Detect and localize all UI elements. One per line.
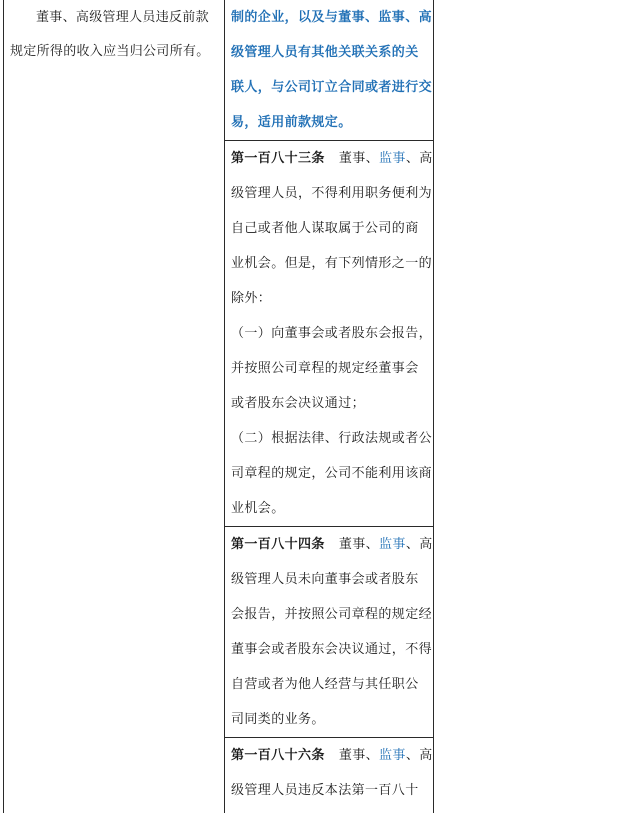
paragraph-line [231, 738, 433, 773]
supervisor-highlight: 监事 [379, 151, 406, 166]
list-item-line: 司章程的规定，公司不能利用该商 [231, 466, 433, 481]
supervisor-highlight: 监事 [379, 537, 406, 552]
paragraph-line: 联人，与公司订立合同或者进行交 [231, 80, 433, 95]
paragraph-line: 自营或者为他人经营与其任职公 [231, 677, 419, 692]
list-item-line: 或者股东会决议通过； [231, 396, 366, 411]
paragraph-line [231, 808, 429, 813]
new-law-cell-continuation [225, 0, 434, 141]
list-item-line: 并按照公司章程的规定经董事会 [231, 361, 419, 376]
list-item-line: （二）根据法律、行政法规或者公 [231, 431, 433, 446]
paragraph-line: 级管理人员有其他关联关系的关 [231, 45, 419, 60]
list-item-line: （一）向董事会或者股东会报告， [231, 326, 433, 341]
line-text: 董事、 [338, 537, 380, 552]
paragraph-line: 董事会或者股东会决议通过，不得 [231, 642, 433, 657]
blank-margin [434, 0, 625, 813]
line-text: 董事、 [338, 748, 380, 763]
paragraph-line [231, 527, 433, 562]
list-item-line: 业机会。 [231, 501, 285, 516]
supervisor-highlight: 监事 [379, 748, 406, 763]
paragraph-line: 业机会。但是，有下列情形之一的 [231, 256, 433, 271]
article-number: 第一百八十三条 [231, 151, 325, 166]
paragraph-line [231, 0, 433, 35]
article-number: 第一百八十六条 [231, 748, 325, 763]
article-186-cell [225, 738, 434, 813]
old-law-paragraph [4, 1, 224, 69]
law-comparison-table [3, 0, 624, 813]
paragraph-line: 司同类的业务。 [231, 712, 325, 727]
article-number: 第一百八十四条 [231, 537, 325, 552]
table-row [4, 0, 625, 141]
line-text: 董事、 [338, 151, 380, 166]
paragraph-line: 自己或者他人谋取属于公司的商 [231, 221, 419, 236]
article-184-cell [225, 527, 434, 738]
article-184-paragraph [225, 527, 433, 737]
old-law-column [4, 0, 225, 813]
old-law-line: 董事、高级管理人员违反前款 [36, 10, 209, 25]
article-183-cell [225, 141, 434, 527]
new-law-paragraph [225, 0, 433, 140]
paragraph-line: 级管理人员违反本法第一百八十 [231, 783, 419, 798]
old-law-line: 规定所得的收入应当归公司所有。 [10, 44, 210, 59]
paragraph-line: 会报告，并按照公司章程的规定经 [231, 607, 433, 622]
paragraph-line: 级管理人员未向董事会或者股东 [231, 572, 419, 587]
paragraph-line: 易，适用前款规定。 [231, 115, 352, 130]
line-text: 、高 [405, 151, 433, 166]
line-text: 、高 [405, 748, 433, 763]
paragraph-line: 除外： [231, 291, 272, 306]
paragraph-line: 级管理人员，不得利用职务便利为 [231, 186, 433, 201]
article-183-paragraph [225, 141, 433, 526]
article-186-paragraph [225, 738, 433, 813]
line-text: 制的企业，以及与董事、监事、高 [231, 10, 433, 25]
paragraph-line [231, 141, 433, 176]
line-text: 、高 [405, 537, 433, 552]
